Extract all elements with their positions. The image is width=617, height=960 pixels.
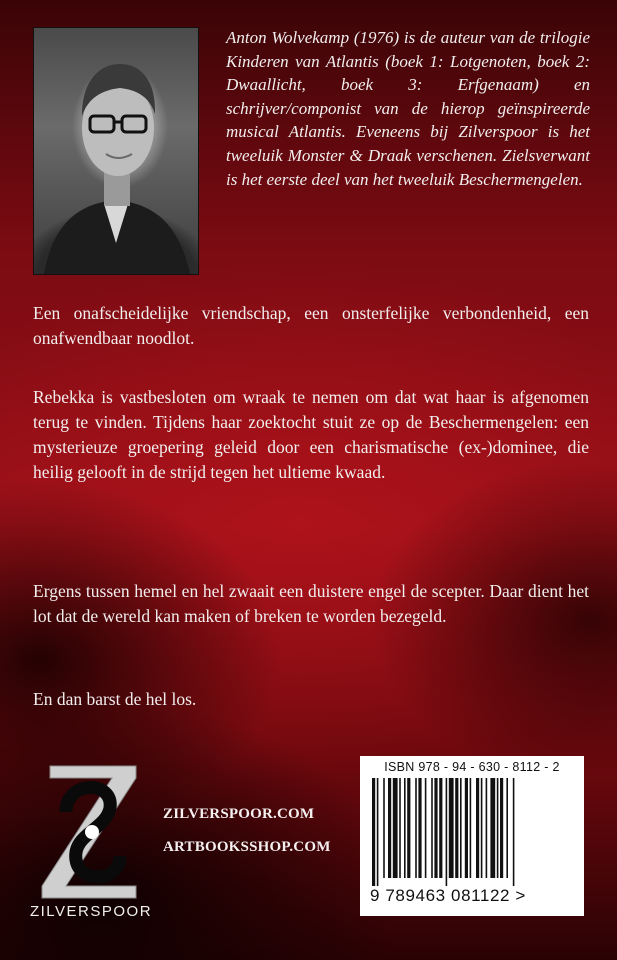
barcode-bar <box>506 778 508 878</box>
barcode-bar <box>418 778 421 878</box>
barcode-bar <box>497 778 499 878</box>
barcode <box>360 756 584 916</box>
barcode-bar <box>383 778 385 878</box>
barcode-bar <box>449 778 454 878</box>
barcode-bar <box>372 778 375 886</box>
blurb-paragraph-1: Een onafscheidelijke vriendschap, een onsterfelijke verbondenheid, een onafwendbaar noodlot. <box>33 303 589 348</box>
isbn-label: ISBN 978 - 94 - 630 - 8112 - 2 <box>384 760 560 774</box>
barcode-bar <box>465 778 468 878</box>
blurb-paragraph-2: Rebekka is vastbesloten om wraak te nemen om dat wat haar is afgenomen terug te vinden. Tijdens haar zoektocht stuit ze op de Beschermengelen: een mysterieuze groepering geleid door een charismatische (ex-)dominee, die heilig gelooft in de strijd tegen het ultieme kwaad. <box>33 387 589 482</box>
logo-dot <box>85 825 99 839</box>
barcode-bar <box>481 778 483 878</box>
barcode-digits: 9 789463 081122 > <box>370 886 526 905</box>
blurb-paragraph-3: Ergens tussen hemel en hel zwaait een duistere engel de scepter. Daar dient het lot dat de wereld kan maken of breken te worden bezegeld. <box>33 581 589 626</box>
barcode-bar <box>415 778 417 878</box>
barcode-bar <box>446 778 448 886</box>
barcode-bar <box>407 778 410 878</box>
barcode-bar <box>455 778 458 878</box>
barcode-bar <box>377 778 379 886</box>
barcode-bars <box>372 778 572 886</box>
barcode-bar <box>460 778 462 878</box>
author-bio: Anton Wolvekamp (1976) is de auteur van de trilogie Kinderen van Atlantis (boek 1: Lotgenoten, boek 2: Dwaallicht, boek 3: Erfgenaam) en schrijver/componist van de hierop geïnspireerde musical Atlantis. Eveneens bij Zilverspoor is het tweeluik Monster & Draak verschenen. Zielsverwant is het eerste deel van het tweeluik Beschermengelen. <box>226 28 590 189</box>
author-photo <box>33 27 199 275</box>
barcode-bar <box>490 778 495 878</box>
barcode-bar <box>393 778 398 878</box>
barcode-bar <box>425 778 427 878</box>
barcode-bar <box>399 778 401 878</box>
barcode-bar <box>486 778 488 878</box>
barcode-bar <box>388 778 391 878</box>
barcode-bar <box>470 778 472 878</box>
barcode-bar <box>476 778 479 878</box>
shop-website[interactable]: ARTBOOKSSHOP.COM <box>163 839 331 855</box>
barcode-bar <box>500 778 503 878</box>
publisher-name: ZILVERSPOOR <box>29 903 153 920</box>
blurb-paragraph-4: En dan barst de hel los. <box>33 689 197 709</box>
barcode-bar <box>513 778 515 886</box>
barcode-bar <box>439 778 442 878</box>
barcode-bar <box>404 778 406 878</box>
barcode-bar <box>434 778 437 878</box>
publisher-website[interactable]: ZILVERSPOOR.COM <box>163 806 315 822</box>
publisher-logo <box>36 760 146 900</box>
barcode-bar <box>431 778 433 878</box>
author-portrait-illustration <box>34 28 198 274</box>
